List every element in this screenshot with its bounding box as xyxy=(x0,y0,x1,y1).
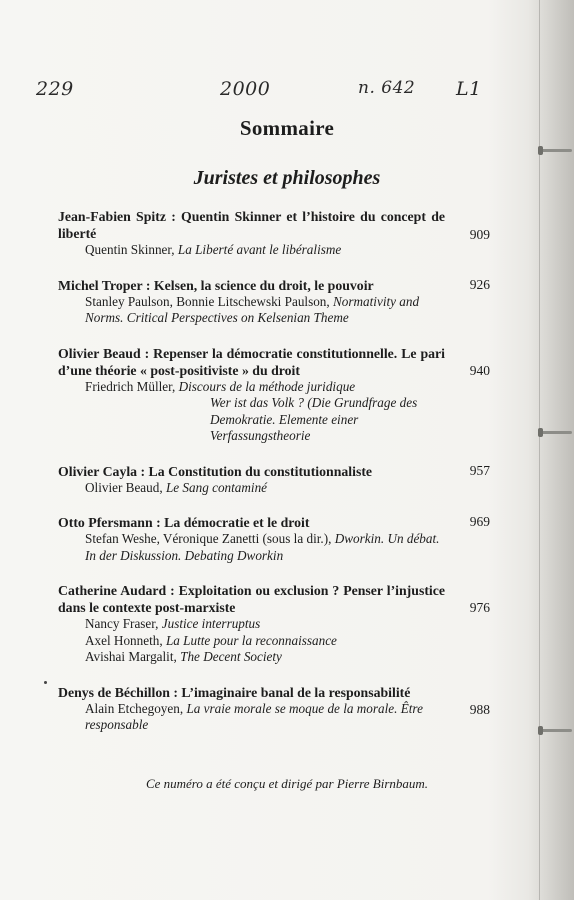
handwritten-year: 2000 xyxy=(220,78,271,100)
entry-title: Denys de Béchillon : L’imaginaire banal de la responsabilité xyxy=(58,684,411,700)
work-title: Dworkin. Un débat. In der Diskussion. Debating Dworkin xyxy=(85,531,440,563)
handwritten-number-left: 229 xyxy=(36,78,74,100)
work-title: The Decent Society xyxy=(180,649,282,664)
table-of-contents xyxy=(58,208,490,734)
reviewed-work xyxy=(58,379,445,396)
binding-staple xyxy=(538,428,574,438)
work-author: Alain Etchegoyen, xyxy=(85,700,187,716)
reviewed-work-secondary: Wer ist das Volk ? (Die Grundfrage des Demokratie. Elemente einer Verfassungstheorie xyxy=(210,395,418,443)
work-title: La vraie morale se moque de la morale. Être responsable xyxy=(85,700,423,732)
binding-staple xyxy=(538,726,574,736)
entry-title: Olivier Beaud : Repenser la démocratie constitutionnelle. Le pari d’une théorie « post-positiviste » du droit xyxy=(58,345,445,378)
binding-staple xyxy=(538,146,574,156)
toc-entry xyxy=(58,345,490,445)
reviewed-work xyxy=(58,633,445,650)
page-number: 976 xyxy=(469,600,490,615)
work-author: Friedrich Müller, xyxy=(85,378,179,394)
work-title: Discours de la méthode juridique xyxy=(178,378,356,394)
work-author: Olivier Beaud, xyxy=(85,479,166,495)
entry-title: Otto Pfersmann : La démocratie et le droit xyxy=(58,515,310,530)
page-number: 969 xyxy=(469,514,490,529)
reviewed-work xyxy=(58,242,445,259)
work-author: Stanley Paulson, Bonnie Litschewski Paulson, xyxy=(85,293,333,309)
work-title: La Lutte pour la reconnaissance xyxy=(165,632,337,648)
toc-entry xyxy=(58,208,490,259)
reviewed-work xyxy=(58,616,445,633)
page-number: 909 xyxy=(469,227,490,242)
section-subtitle: Juristes et philosophes xyxy=(193,167,381,189)
margin-mark xyxy=(44,681,47,684)
reviewed-work xyxy=(58,701,445,734)
work-author: Quentin Skinner, xyxy=(85,242,178,257)
reviewed-work xyxy=(58,480,445,497)
entry-title: Olivier Cayla : La Constitution du constitutionnaliste xyxy=(58,463,373,479)
handwritten-mark: L1 xyxy=(456,78,482,100)
editor-credit: Ce numéro a été conçu et dirigé par Pierre Birnbaum. xyxy=(145,776,429,791)
work-title: La Liberté avant le libéralisme xyxy=(177,242,342,257)
reviewed-work xyxy=(58,294,445,327)
entry-title: Catherine Audard : Exploitation ou exclusion ? Penser l’injustice dans le contexte post-marxiste xyxy=(58,583,445,615)
entry-title: Michel Troper : Kelsen, la science du droit, le pouvoir xyxy=(58,277,374,293)
toc-entry xyxy=(58,514,490,564)
work-author: Axel Honneth, xyxy=(85,632,166,648)
toc-entry xyxy=(58,684,490,734)
toc-entry xyxy=(58,463,490,497)
page-number: 957 xyxy=(469,462,490,478)
work-title: Le Sang contaminé xyxy=(165,479,268,495)
work-title: Justice interruptus xyxy=(161,616,261,631)
page-number: 940 xyxy=(469,362,490,378)
toc-entry xyxy=(58,582,490,666)
work-author: Avishai Margalit, xyxy=(85,649,181,664)
entry-title: Jean-Fabien Spitz : Quentin Skinner et l’histoire du concept de liberté xyxy=(58,209,445,241)
page-number: 926 xyxy=(469,276,490,292)
page-title: Sommaire xyxy=(239,116,335,140)
reviewed-work xyxy=(58,531,445,564)
handwritten-issue-number: n. 642 xyxy=(358,78,416,98)
toc-entry xyxy=(58,277,490,327)
reviewed-work xyxy=(58,649,445,666)
page-number: 988 xyxy=(469,701,490,717)
work-author: Nancy Fraser, xyxy=(85,616,162,631)
work-title: Normativity and Norms. Critical Perspectives on Kelsenian Theme xyxy=(85,293,420,325)
work-author: Stefan Weshe, Véronique Zanetti (sous la dir.), xyxy=(85,531,335,546)
